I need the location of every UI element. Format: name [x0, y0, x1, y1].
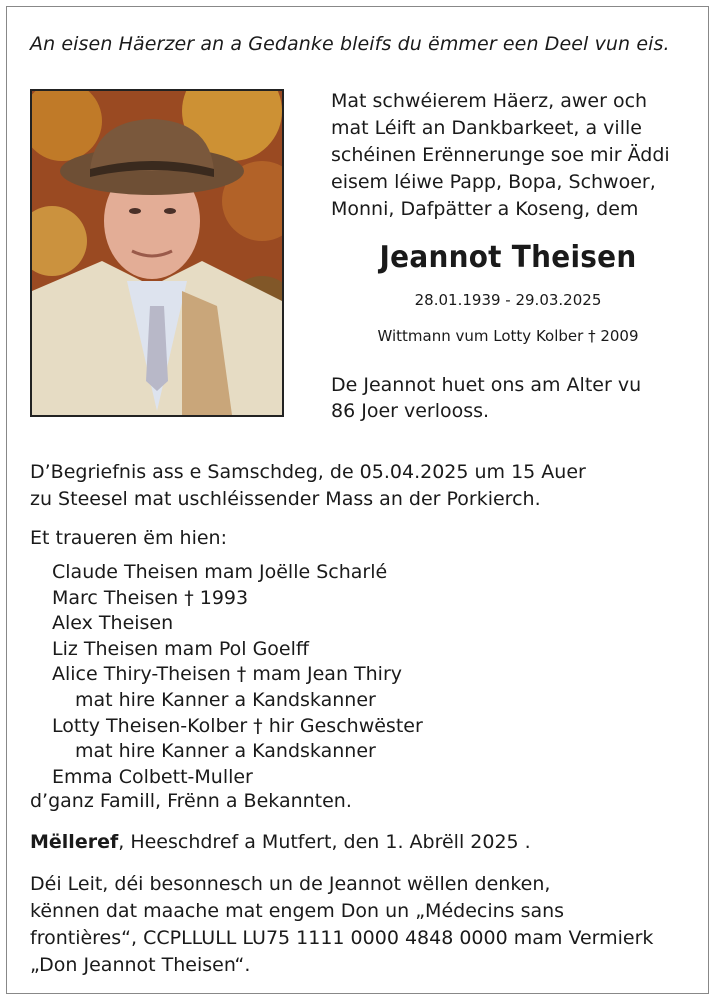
intro-line: mat Léift an Dankbarkeet, a ville [331, 117, 642, 139]
intro-paragraph [331, 88, 670, 223]
place-name: Mëlleref [30, 831, 119, 853]
widower-note: Wittmann vum Lotty Kolber † 2009 [377, 327, 639, 345]
donation-line: frontières“, CCPLLULL LU75 1111 0000 4848 0000 mam Vermierk [30, 927, 654, 949]
mourner-item: Claude Theisen mam Joëlle Scharlé [52, 561, 388, 583]
intro-line: schéinen Erënnerunge soe mir Äddi [331, 144, 670, 166]
life-dates: 28.01.1939 - 29.03.2025 [414, 291, 602, 309]
mourners-list [52, 560, 423, 790]
mourner-item: Lotty Theisen-Kolber † hir Geschwëster [52, 714, 423, 737]
mourner-subitem: mat hire Kanner a Kandskanner [75, 688, 376, 711]
intro-line: Mat schwéierem Häerz, awer och [331, 90, 648, 112]
donation-line: Déi Leit, déi besonnesch un de Jeannot wëllen denken, [30, 873, 551, 895]
deceased-name: Jeannot Theisen [379, 240, 637, 275]
mourner-subitem: mat hire Kanner a Kandskanner [75, 740, 376, 763]
mourners-heading: Et traueren ëm hien: [30, 527, 227, 549]
intro-line: Monni, Dafpätter a Koseng, dem [331, 198, 639, 220]
place-date-line [30, 831, 531, 853]
mourner-item: Marc Theisen † 1993 [52, 586, 249, 609]
family-line: d’ganz Famill, Frënn a Bekannten. [30, 790, 352, 812]
donation-line: kënnen dat maache mat engem Don un „Médecins sans [30, 900, 565, 922]
mourner-item: Alex Theisen [52, 612, 174, 635]
donation-paragraph [30, 871, 688, 979]
place-rest: , Heeschdref a Mutfert, den 1. Abrëll 2025 . [118, 831, 531, 853]
age-line: 86 Joer verlooss. [331, 400, 490, 422]
intro-line: eisem léiwe Papp, Bopa, Schwoer, [331, 171, 656, 193]
mourner-item: Emma Colbett-Muller [52, 765, 253, 788]
motto-text: An eisen Häerzer an a Gedanke bleifs du ëmmer een Deel vun eis. [30, 33, 670, 55]
donation-line: „Don Jeannot Theisen“. [30, 954, 251, 976]
portrait-photo [30, 89, 284, 417]
mourner-item: Liz Theisen mam Pol Goelff [52, 637, 309, 660]
mourner-item: Alice Thiry-Theisen † mam Jean Thiry [52, 663, 403, 686]
funeral-paragraph [30, 459, 586, 513]
funeral-line: D’Begriefnis ass e Samschdeg, de 05.04.2025 um 15 Auer [30, 461, 586, 483]
age-paragraph [331, 372, 641, 424]
age-line: De Jeannot huet ons am Alter vu [331, 374, 642, 396]
funeral-line: zu Steesel mat uschléissender Mass an der Porkierch. [30, 488, 541, 510]
